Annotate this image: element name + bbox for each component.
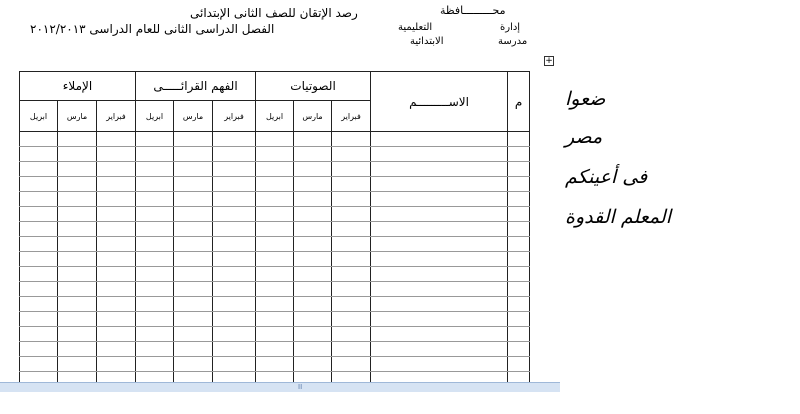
- table-cell[interactable]: [213, 327, 256, 342]
- table-cell[interactable]: [256, 192, 294, 207]
- month-feb: فبراير: [97, 101, 136, 132]
- table-cell[interactable]: [332, 177, 371, 192]
- table-cell[interactable]: [213, 312, 256, 327]
- table-cell[interactable]: [136, 222, 174, 237]
- table-cell[interactable]: [294, 252, 332, 267]
- table-cell[interactable]: [174, 162, 213, 177]
- table-cell[interactable]: [97, 252, 136, 267]
- table-cell[interactable]: [508, 237, 530, 252]
- table-cell[interactable]: [294, 312, 332, 327]
- table-cell[interactable]: [20, 177, 58, 192]
- table-cell[interactable]: [256, 297, 294, 312]
- table-cell[interactable]: [20, 252, 58, 267]
- table-cell[interactable]: [371, 357, 508, 372]
- table-cell[interactable]: [174, 207, 213, 222]
- table-cell[interactable]: [371, 237, 508, 252]
- table-cell[interactable]: [508, 177, 530, 192]
- table-cell[interactable]: [136, 282, 174, 297]
- table-row: [20, 297, 530, 312]
- table-cell[interactable]: [371, 252, 508, 267]
- table-row: [20, 252, 530, 267]
- table-cell[interactable]: [294, 237, 332, 252]
- table-cell[interactable]: [256, 147, 294, 162]
- table-cell[interactable]: [20, 312, 58, 327]
- table-cell[interactable]: [97, 207, 136, 222]
- grades-table: [19, 71, 530, 387]
- table-cell[interactable]: [174, 177, 213, 192]
- table-cell[interactable]: [97, 282, 136, 297]
- table-cell[interactable]: [294, 297, 332, 312]
- table-cell[interactable]: [213, 132, 256, 147]
- table-row: [20, 342, 530, 357]
- table-cell[interactable]: [256, 267, 294, 282]
- table-cell[interactable]: [136, 162, 174, 177]
- table-cell[interactable]: [136, 312, 174, 327]
- table-cell[interactable]: [508, 192, 530, 207]
- status-mark: II: [298, 383, 303, 391]
- table-cell[interactable]: [371, 282, 508, 297]
- table-cell[interactable]: [294, 282, 332, 297]
- header-group-phonics: الصوتيات: [256, 72, 371, 101]
- header-number: م: [508, 72, 530, 132]
- table-cell[interactable]: [371, 342, 508, 357]
- table-cell[interactable]: [97, 297, 136, 312]
- table-cell[interactable]: [294, 267, 332, 282]
- table-cell[interactable]: [508, 132, 530, 147]
- table-cell[interactable]: [371, 207, 508, 222]
- table-cell[interactable]: [58, 237, 97, 252]
- table-cell[interactable]: [332, 207, 371, 222]
- table-row: [20, 177, 530, 192]
- table-move-handle-icon[interactable]: +: [545, 56, 553, 66]
- table-cell[interactable]: [174, 252, 213, 267]
- table-row: [20, 357, 530, 372]
- table-cell[interactable]: [213, 207, 256, 222]
- table-cell[interactable]: [136, 327, 174, 342]
- table-cell[interactable]: [97, 177, 136, 192]
- table-cell[interactable]: [136, 207, 174, 222]
- table-cell[interactable]: [58, 132, 97, 147]
- table-cell[interactable]: [97, 267, 136, 282]
- table-cell[interactable]: [97, 342, 136, 357]
- table-cell[interactable]: [97, 147, 136, 162]
- table-cell[interactable]: [332, 297, 371, 312]
- table-cell[interactable]: [97, 312, 136, 327]
- table-cell[interactable]: [371, 147, 508, 162]
- table-cell[interactable]: [174, 327, 213, 342]
- table-cell[interactable]: [136, 297, 174, 312]
- table-cell[interactable]: [256, 327, 294, 342]
- table-cell[interactable]: [20, 327, 58, 342]
- table-cell[interactable]: [97, 132, 136, 147]
- header-name: الاســـــــــم: [371, 72, 508, 132]
- table-cell[interactable]: [58, 252, 97, 267]
- table-cell[interactable]: [508, 222, 530, 237]
- table-cell[interactable]: [294, 207, 332, 222]
- table-cell[interactable]: [58, 207, 97, 222]
- table-cell[interactable]: [58, 192, 97, 207]
- table-cell[interactable]: [58, 312, 97, 327]
- table-cell[interactable]: [20, 147, 58, 162]
- table-cell[interactable]: [97, 327, 136, 342]
- table-cell[interactable]: [294, 357, 332, 372]
- table-cell[interactable]: [58, 222, 97, 237]
- table-cell[interactable]: [97, 357, 136, 372]
- table-cell[interactable]: [97, 222, 136, 237]
- table-cell[interactable]: [20, 222, 58, 237]
- table-cell[interactable]: [256, 312, 294, 327]
- table-cell[interactable]: [213, 222, 256, 237]
- month-apr: ابريل: [20, 101, 58, 132]
- table-cell[interactable]: [213, 237, 256, 252]
- status-bar: [0, 382, 560, 392]
- table-cell[interactable]: [371, 177, 508, 192]
- table-cell[interactable]: [508, 297, 530, 312]
- table-cell[interactable]: [294, 222, 332, 237]
- table-cell[interactable]: [294, 342, 332, 357]
- table-cell[interactable]: [508, 312, 530, 327]
- month-feb: فبراير: [332, 101, 371, 132]
- educational-label: التعليمية: [398, 22, 433, 33]
- table-cell[interactable]: [58, 357, 97, 372]
- table-row: [20, 147, 530, 162]
- table-row: [20, 282, 530, 297]
- table-cell[interactable]: [294, 147, 332, 162]
- table-cell[interactable]: [20, 357, 58, 372]
- table-cell[interactable]: [294, 192, 332, 207]
- table-cell[interactable]: [20, 162, 58, 177]
- table-row: [20, 327, 530, 342]
- table-cell[interactable]: [256, 207, 294, 222]
- table-cell[interactable]: [97, 237, 136, 252]
- table-cell[interactable]: [174, 132, 213, 147]
- table-cell[interactable]: [174, 357, 213, 372]
- month-feb: فبراير: [213, 101, 256, 132]
- table-cell[interactable]: [332, 162, 371, 177]
- governorate-label: محـــــــــافظة: [440, 4, 506, 17]
- table-cell[interactable]: [20, 342, 58, 357]
- table-cell[interactable]: [332, 342, 371, 357]
- table-cell[interactable]: [508, 147, 530, 162]
- table-cell[interactable]: [136, 147, 174, 162]
- table-cell[interactable]: [332, 357, 371, 372]
- table-cell[interactable]: [371, 312, 508, 327]
- table-cell[interactable]: [58, 342, 97, 357]
- month-apr: ابريل: [256, 101, 294, 132]
- header-group-dictation: الإملاء: [20, 72, 136, 101]
- table-cell[interactable]: [256, 177, 294, 192]
- primary-label: الابتدائية: [410, 36, 444, 47]
- table-cell[interactable]: [508, 357, 530, 372]
- title-line-2: الفصل الدراسى الثانى للعام الدراسى ٢٠١٢/٢٠١٣: [30, 22, 275, 36]
- table-cell[interactable]: [332, 237, 371, 252]
- table-cell[interactable]: [20, 132, 58, 147]
- table-cell[interactable]: [58, 327, 97, 342]
- table-cell[interactable]: [174, 312, 213, 327]
- month-apr: ابريل: [136, 101, 174, 132]
- table-cell[interactable]: [256, 282, 294, 297]
- table-row: [20, 132, 530, 147]
- table-row: [20, 222, 530, 237]
- side-text-line-1: ضعوا: [565, 88, 606, 110]
- table-cell[interactable]: [332, 282, 371, 297]
- table-cell[interactable]: [174, 237, 213, 252]
- table-cell[interactable]: [136, 177, 174, 192]
- table-cell[interactable]: [332, 327, 371, 342]
- table-row: [20, 237, 530, 252]
- table-cell[interactable]: [174, 147, 213, 162]
- table-cell[interactable]: [58, 267, 97, 282]
- table-cell[interactable]: [174, 267, 213, 282]
- side-text-line-3: فى أعينكم: [565, 166, 648, 188]
- table-cell[interactable]: [136, 357, 174, 372]
- table-cell[interactable]: [371, 327, 508, 342]
- table-cell[interactable]: [20, 237, 58, 252]
- table-cell[interactable]: [213, 267, 256, 282]
- table-cell[interactable]: [58, 162, 97, 177]
- table-cell[interactable]: [213, 147, 256, 162]
- month-mar: مارس: [174, 101, 213, 132]
- table-cell[interactable]: [213, 162, 256, 177]
- table-cell[interactable]: [213, 282, 256, 297]
- table-row: [20, 207, 530, 222]
- table-cell[interactable]: [136, 237, 174, 252]
- table-row: [20, 192, 530, 207]
- table-cell[interactable]: [136, 192, 174, 207]
- table-cell[interactable]: [174, 192, 213, 207]
- table-cell[interactable]: [371, 222, 508, 237]
- table-cell[interactable]: [136, 267, 174, 282]
- table-cell[interactable]: [20, 267, 58, 282]
- table-cell[interactable]: [97, 192, 136, 207]
- table-row: [20, 312, 530, 327]
- title-line-1: رصد الإتقان للصف الثانى الإبتدائى: [190, 6, 358, 20]
- table-cell[interactable]: [58, 297, 97, 312]
- table-cell[interactable]: [174, 297, 213, 312]
- table-cell[interactable]: [20, 207, 58, 222]
- table-cell[interactable]: [213, 252, 256, 267]
- table-cell[interactable]: [371, 267, 508, 282]
- table-cell[interactable]: [58, 282, 97, 297]
- table-cell[interactable]: [136, 132, 174, 147]
- table-cell[interactable]: [294, 327, 332, 342]
- header-group-reading: الفهم القرائـــــى: [136, 72, 256, 101]
- table-cell[interactable]: [136, 252, 174, 267]
- table-cell[interactable]: [20, 282, 58, 297]
- table-cell[interactable]: [332, 132, 371, 147]
- table-cell[interactable]: [174, 282, 213, 297]
- table-cell[interactable]: [371, 162, 508, 177]
- table-cell[interactable]: [58, 177, 97, 192]
- table-cell[interactable]: [136, 342, 174, 357]
- table-cell[interactable]: [256, 237, 294, 252]
- table-cell[interactable]: [371, 192, 508, 207]
- table-cell[interactable]: [174, 342, 213, 357]
- table-cell[interactable]: [508, 327, 530, 342]
- table-cell[interactable]: [213, 177, 256, 192]
- table-cell[interactable]: [332, 222, 371, 237]
- table-cell[interactable]: [256, 252, 294, 267]
- table-cell[interactable]: [256, 222, 294, 237]
- table-cell[interactable]: [508, 267, 530, 282]
- table-cell[interactable]: [508, 252, 530, 267]
- table-cell[interactable]: [58, 147, 97, 162]
- month-mar: مارس: [58, 101, 97, 132]
- table-cell[interactable]: [332, 192, 371, 207]
- table-cell[interactable]: [20, 297, 58, 312]
- table-cell[interactable]: [332, 252, 371, 267]
- table-cell[interactable]: [508, 282, 530, 297]
- month-mar: مارس: [294, 101, 332, 132]
- table-cell[interactable]: [213, 357, 256, 372]
- table-row: [20, 267, 530, 282]
- table-cell[interactable]: [332, 312, 371, 327]
- table-cell[interactable]: [256, 357, 294, 372]
- table-cell[interactable]: [508, 162, 530, 177]
- table-cell[interactable]: [332, 267, 371, 282]
- table-cell[interactable]: [371, 132, 508, 147]
- table-cell[interactable]: [294, 132, 332, 147]
- table-cell[interactable]: [256, 162, 294, 177]
- table-cell[interactable]: [294, 162, 332, 177]
- table-cell[interactable]: [213, 192, 256, 207]
- table-cell[interactable]: [213, 342, 256, 357]
- school-label: مدرسة: [498, 36, 528, 47]
- table-cell[interactable]: [508, 207, 530, 222]
- administration-label: إدارة: [500, 22, 521, 33]
- table-cell[interactable]: [294, 177, 332, 192]
- table-cell[interactable]: [256, 342, 294, 357]
- side-text-line-4: المعلم القدوة: [565, 206, 671, 228]
- table-cell[interactable]: [256, 132, 294, 147]
- table-cell[interactable]: [97, 162, 136, 177]
- table-cell[interactable]: [332, 147, 371, 162]
- table-row: [20, 162, 530, 177]
- table-cell[interactable]: [371, 297, 508, 312]
- side-text-line-2: مصر: [565, 126, 603, 148]
- table-cell[interactable]: [20, 192, 58, 207]
- table-cell[interactable]: [508, 342, 530, 357]
- table-cell[interactable]: [174, 222, 213, 237]
- table-cell[interactable]: [213, 297, 256, 312]
